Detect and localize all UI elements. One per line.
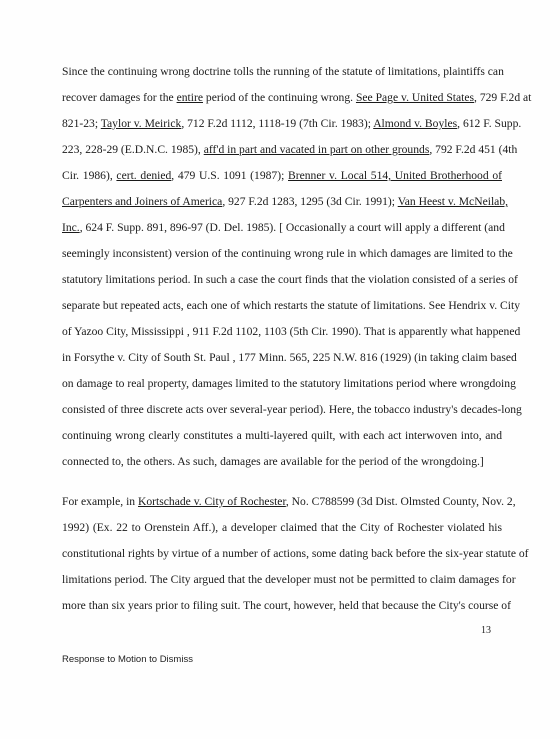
case-citation: Taylor v. Meirick (100, 117, 182, 130)
text-line: 1992) (Ex. 22 to Orenstein Aff.), a developer claimed that the City of Rochester violated his (62, 521, 502, 534)
text-line: separate but repeated acts, each one of which restarts the statute of limitations. See Hendrix v. City (62, 299, 521, 312)
text-line: on damage to real property, damages limited to the statutory limitations period where wrongdoing (62, 377, 516, 390)
text-line: consisted of three discrete acts over several-year period). Here, the tobacco industry's decades-long (62, 403, 522, 416)
text-line: constitutional rights by virtue of a number of actions, some dating back before the six-year statute of (62, 547, 529, 560)
emphasis-entire: entire (176, 91, 203, 104)
case-history: cert. denied (116, 169, 172, 182)
text-line: recover damages for the entire period of the continuing wrong. See Page v. United States, 729 F.2d at (62, 91, 532, 104)
text-line: connected to, the others. As such, damages are available for the period of the wrongdoing.] (62, 455, 484, 468)
case-citation: See Page v. United States (355, 91, 475, 104)
text-line: 223, 228-29 (E.D.N.C. 1985), aff'd in part and vacated in part on other grounds, 792 F.2d 451 (4th (62, 143, 518, 156)
text-line: Since the continuing wrong doctrine tolls the running of the statute of limitations, plaintiffs can (62, 65, 504, 78)
case-citation: Almond v. Boyles (373, 117, 458, 130)
case-citation: Inc. (62, 221, 80, 234)
text-line: statutory limitations period. In such a case the court finds that the violation consisted of a series of (62, 273, 518, 286)
page-number: 13 (481, 625, 491, 636)
text-line: Cir. 1986), cert. denied, 479 U.S. 1091 (1987); Brenner v. Local 514, United Brotherhood of (62, 169, 502, 182)
text-line: For example, in Kortschade v. City of Rochester, No. C788599 (3d Dist. Olmsted County, Nov. 2, (62, 495, 516, 508)
text-line: more than six years prior to filing suit. The court, however, held that because the City's course of (62, 599, 511, 612)
text-line: seemingly inconsistent) version of the continuing wrong rule in which damages are limited to the (62, 247, 513, 260)
text-line: Inc., 624 F. Supp. 891, 896-97 (D. Del. 1985). [ Occasionally a court will apply a different (and (62, 221, 505, 234)
case-citation: Carpenters and Joiners of America (62, 195, 223, 208)
case-citation: Kortschade v. City of Rochester (138, 495, 286, 508)
case-history: aff'd in part and vacated in part on other grounds (203, 143, 430, 156)
text-line: continuing wrong clearly constitutes a multi-layered quilt, with each act interwoven into, and (62, 429, 502, 442)
case-citation: Van Heest v. McNeilab, (397, 195, 509, 208)
text-line: 821-23; Taylor v. Meirick, 712 F.2d 1112, 1118-19 (7th Cir. 1983); Almond v. Boyles, 612 F. Supp. (62, 117, 522, 130)
text-line: Carpenters and Joiners of America, 927 F.2d 1283, 1295 (3d Cir. 1991); Van Heest v. McNeilab, (62, 195, 509, 208)
footer-title: Response to Motion to Dismiss (62, 654, 193, 665)
text-line: of Yazoo City, Mississippi , 911 F.2d 1102, 1103 (5th Cir. 1990). That is apparently what happened (62, 325, 521, 338)
case-citation: Brenner v. Local 514, United Brotherhood of (288, 169, 502, 182)
text-line: limitations period. The City argued that the developer must not be permitted to claim damages for (62, 573, 516, 586)
paragraph-example (62, 489, 529, 619)
text-line: in Forsythe v. City of South St. Paul , 177 Minn. 565, 225 N.W. 816 (1929) (in taking claim based (62, 351, 517, 364)
paragraph-continuing-wrong (62, 59, 532, 475)
